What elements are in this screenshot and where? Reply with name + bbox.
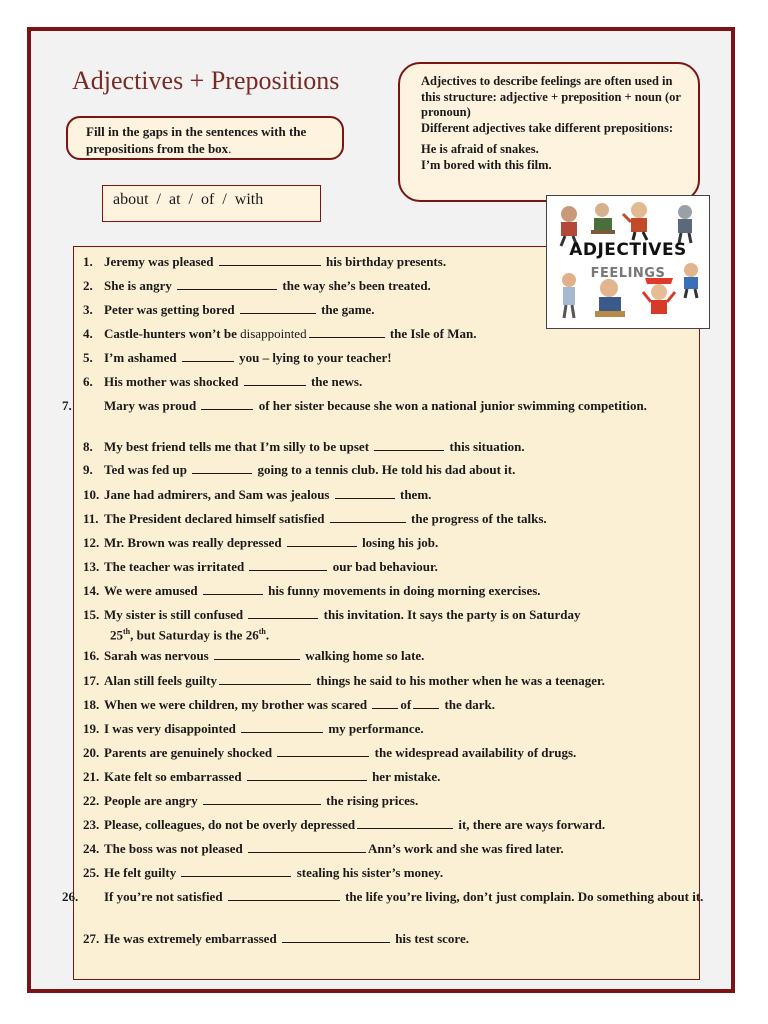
- exercise-item-5: 5. I’m ashamed you – lying to your teacher!: [83, 350, 392, 365]
- info-example-1: He is afraid of snakes.: [421, 142, 539, 156]
- answer-blank[interactable]: [214, 648, 300, 660]
- exercise-item-15-line-2: 25th, but Saturday is the 26th.: [110, 627, 270, 643]
- answer-blank[interactable]: [241, 721, 323, 733]
- instructions-text: Fill in the gaps in the sentences with the prepositions from the box: [86, 124, 307, 156]
- exercise-item-20: 20. Parents are genuinely shocked the widespread availability of drugs.: [83, 745, 577, 760]
- exercise-item-6: 6. His mother was shocked the news.: [83, 374, 363, 389]
- answer-blank[interactable]: [244, 374, 306, 386]
- feelings-clipart: [546, 195, 710, 329]
- info-line-1: Adjectives to describe feelings are often used in this structure: adjective + preposition + noun (or pronoun): [421, 74, 681, 119]
- exercise-item-18: 18. When we were children, my brother was scared of the dark.: [83, 697, 496, 712]
- info-example-2: I’m bored with this film.: [421, 157, 552, 172]
- answer-blank[interactable]: [249, 559, 327, 571]
- exercise-item-4: 4. Castle-hunters won’t be disappointed the Isle of Man.: [83, 326, 477, 341]
- figure-stressed-icon: [595, 279, 625, 317]
- answer-blank[interactable]: [219, 254, 321, 266]
- exercise-item-21: 21. Kate felt so embarrassed her mistake.: [83, 769, 441, 784]
- clipart-figures: [547, 196, 709, 328]
- instructions-box: [66, 116, 344, 160]
- figure-bored-icon: [591, 203, 615, 234]
- answer-blank[interactable]: [335, 487, 395, 499]
- answer-blank[interactable]: [192, 462, 252, 474]
- answer-blank[interactable]: [177, 278, 277, 290]
- exercise-item-9: 9. Ted was fed up going to a tennis club. He told his dad about it.: [83, 462, 516, 477]
- answer-blank[interactable]: [247, 769, 367, 781]
- exercise-item-12: 12. Mr. Brown was really depressed losing his job.: [83, 535, 439, 550]
- word-box: [102, 185, 321, 222]
- exercise-item-15: 15. My sister is still confused this invitation. It says the party is on Saturday: [83, 607, 581, 622]
- exercise-item-13: 13. The teacher was irritated our bad behaviour.: [83, 559, 438, 574]
- exercise-item-3: 3. Peter was getting bored the game.: [83, 302, 375, 317]
- exercise-item-25: 25. He felt guilty stealing his sister’s money.: [83, 865, 444, 880]
- answer-blank[interactable]: [219, 673, 311, 685]
- exercise-item-8: 8. My best friend tells me that I’m silly to be upset this situation.: [83, 439, 525, 454]
- exercise-item-26: 26. If you’re not satisfied the life you’re living, don’t just complain. Do something about it.: [62, 889, 704, 904]
- answer-blank[interactable]: [181, 865, 291, 877]
- answer-blank[interactable]: [240, 302, 316, 314]
- answer-blank[interactable]: [413, 697, 439, 709]
- info-box: [398, 62, 700, 202]
- answer-blank[interactable]: [203, 793, 321, 805]
- answer-blank[interactable]: [248, 841, 366, 853]
- exercise-item-1: 1. Jeremy was pleased his birthday presents.: [83, 254, 447, 269]
- answer-blank[interactable]: [372, 697, 398, 709]
- instructions-period: .: [228, 141, 232, 156]
- word-box-text: about / at / of / with: [113, 191, 264, 208]
- answer-blank[interactable]: [357, 817, 453, 829]
- exercise-item-16: 16. Sarah was nervous walking home so late.: [83, 648, 425, 663]
- exercise-item-23: 23. Please, colleagues, do not be overly depressed it, there are ways forward.: [83, 817, 606, 832]
- exercise-item-11: 11. The President declared himself satisfied the progress of the talks.: [83, 511, 547, 526]
- answer-blank[interactable]: [201, 398, 253, 410]
- answer-blank[interactable]: [287, 535, 357, 547]
- exercise-item-24: 24. The boss was not pleased Ann’s work and she was fired later.: [83, 841, 564, 856]
- answer-blank[interactable]: [374, 439, 444, 451]
- figure-shocked-icon: [643, 278, 675, 314]
- answer-blank[interactable]: [330, 511, 406, 523]
- answer-blank[interactable]: [182, 350, 234, 362]
- clipart-subtitle: FEELINGS: [590, 266, 666, 281]
- info-line-2: Different adjectives take different prepositions:: [421, 120, 674, 135]
- figure-happy-icon: [623, 202, 647, 240]
- exercise-item-19: 19. I was very disappointed my performance.: [83, 721, 424, 736]
- exercise-item-22: 22. People are angry the rising prices.: [83, 793, 419, 808]
- exercise-item-27: 27. He was extremely embarrassed his test score.: [83, 931, 469, 946]
- exercise-item-7: 7. Mary was proud of her sister because she won a national junior swimming competition.: [62, 398, 647, 413]
- answer-blank[interactable]: [309, 326, 385, 338]
- clipart-title: ADJECTIVES: [569, 240, 687, 260]
- exercise-item-2: 2. She is angry the way she’s been treated.: [83, 278, 431, 293]
- answer-blank[interactable]: [228, 889, 340, 901]
- answer-blank[interactable]: [277, 745, 369, 757]
- exercise-box: [62, 246, 704, 980]
- figure-confused-icon: [678, 205, 692, 243]
- answer-blank[interactable]: [248, 607, 318, 619]
- page-title: Adjectives + Prepositions: [72, 66, 340, 95]
- exercise-item-14: 14. We were amused his funny movements in doing morning exercises.: [83, 583, 541, 598]
- answer-blank[interactable]: [282, 931, 390, 943]
- exercise-item-17: 17. Alan still feels guilty things he said to his mother when he was a teenager.: [83, 673, 605, 688]
- answer-blank[interactable]: [203, 583, 263, 595]
- exercise-item-10: 10. Jane had admirers, and Sam was jealous them.: [83, 487, 432, 502]
